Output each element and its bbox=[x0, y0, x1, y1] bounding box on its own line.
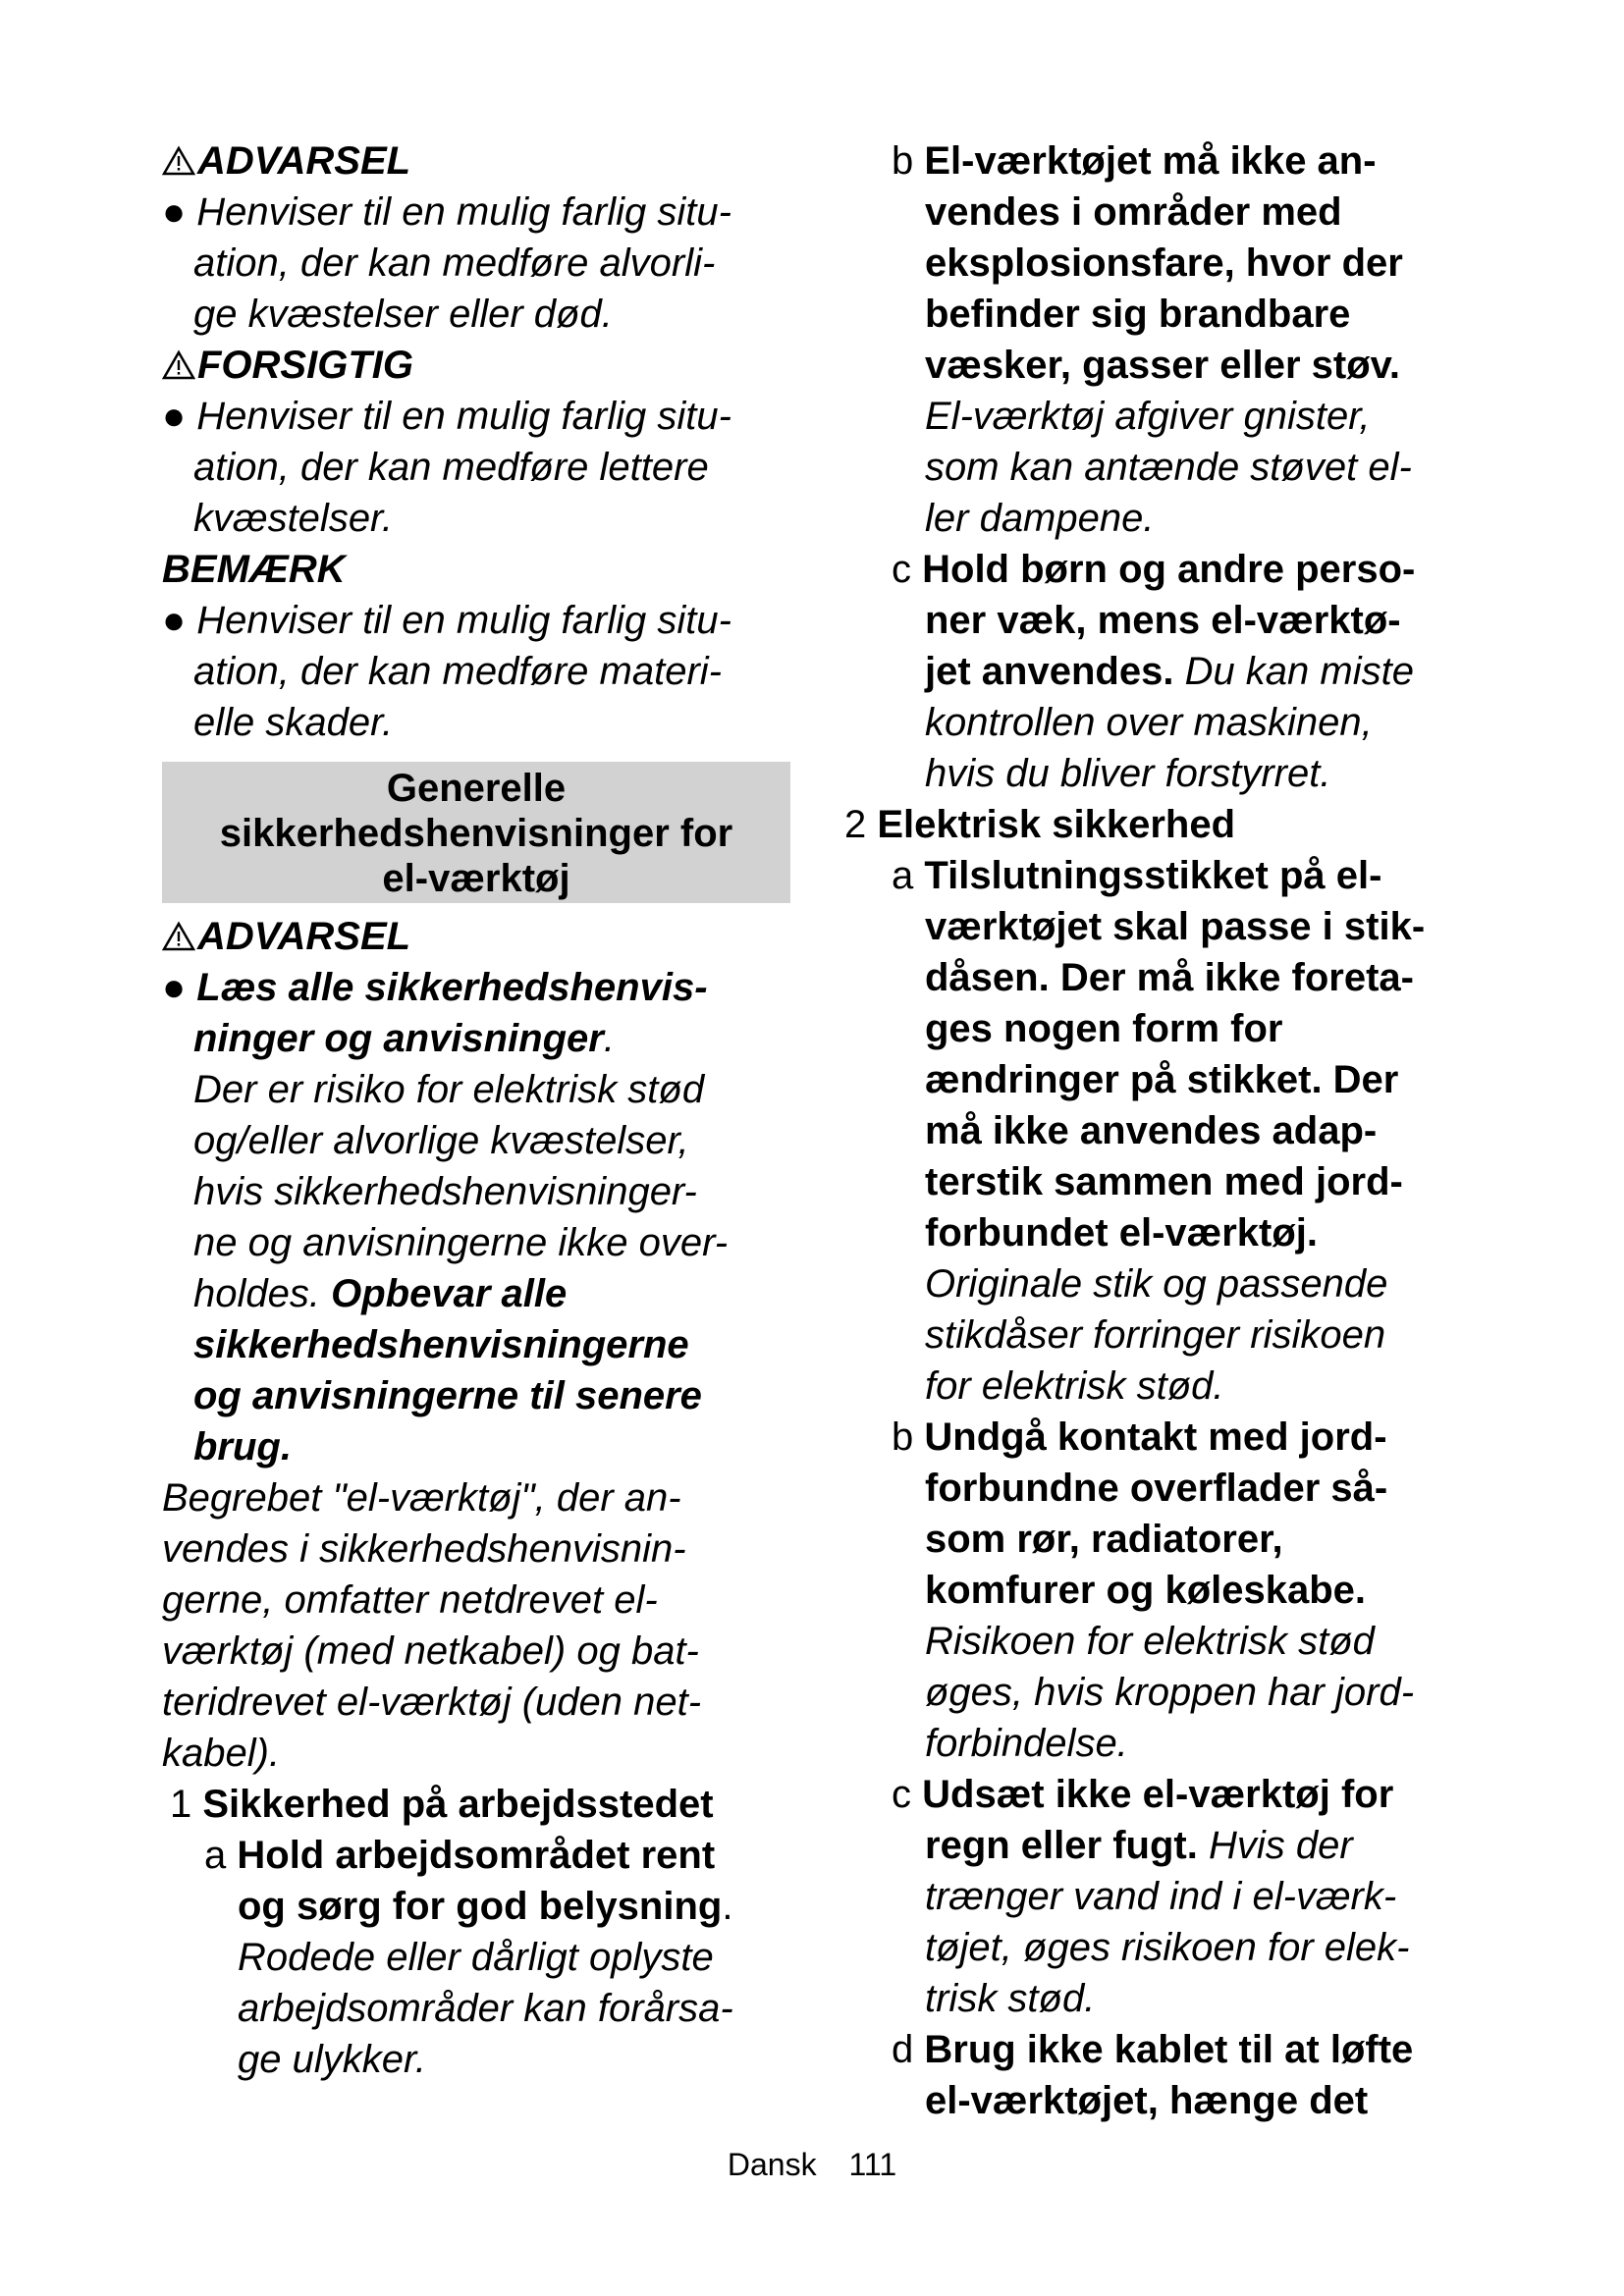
text-line: stikdåser forringer risikoen bbox=[925, 1313, 1386, 1357]
text-fragment: ninger og anvisninger bbox=[193, 1017, 604, 1060]
page-number: 111 bbox=[848, 2147, 897, 2182]
text-fragment: holdes. bbox=[193, 1272, 332, 1315]
numbered-section bbox=[162, 1779, 790, 2085]
text-line: som rør, radiatorer, bbox=[925, 1518, 1283, 1561]
text-line: befinder sig brandbare bbox=[925, 293, 1351, 336]
item-letter: a bbox=[892, 854, 914, 897]
text-line: ge ulykker. bbox=[238, 2038, 426, 2081]
text-fragment: Brug ikke kablet til at løfte bbox=[924, 2028, 1414, 2071]
section-header-line: Generelle bbox=[386, 767, 567, 810]
text-line: øges, hvis kroppen har jord- bbox=[925, 1671, 1415, 1714]
list-item bbox=[844, 135, 1492, 544]
list-item bbox=[844, 1412, 1492, 1769]
warning-heading bbox=[162, 135, 790, 187]
right-column bbox=[844, 135, 1492, 2126]
list-item bbox=[844, 850, 1492, 1412]
text-line: værktøjet skal passe i stik- bbox=[925, 905, 1426, 948]
text-line: kabel). bbox=[162, 1732, 281, 1775]
caution-label: FORSIGTIG bbox=[197, 344, 413, 387]
section-number: 1 bbox=[170, 1783, 192, 1826]
caution-text bbox=[162, 391, 790, 544]
text-fragment: . bbox=[603, 1017, 615, 1060]
warning-triangle-icon bbox=[162, 921, 195, 952]
text-line: værktøj (med netkabel) og bat- bbox=[162, 1629, 699, 1673]
list-item bbox=[844, 1769, 1492, 2024]
warning-triangle-icon bbox=[162, 145, 195, 177]
text-line: ændringer på stikket. Der bbox=[925, 1058, 1399, 1101]
section-header bbox=[162, 762, 790, 903]
text-fragment: Undgå kontakt med jord- bbox=[924, 1415, 1387, 1459]
text-fragment: regn eller fugt. bbox=[925, 1824, 1209, 1867]
item-letter: c bbox=[892, 548, 911, 591]
warning-text bbox=[162, 187, 790, 340]
text-line: ● Henviser til en mulig farlig situ- bbox=[162, 190, 731, 234]
item-letter: b bbox=[892, 139, 914, 183]
item-letter: a bbox=[204, 1834, 227, 1877]
text-line: ation, der kan medføre alvorli- bbox=[193, 241, 716, 285]
text-fragment: Hold arbejdsområdet rent bbox=[237, 1834, 716, 1877]
warning-heading bbox=[162, 911, 790, 962]
text-line: og anvisningerne til senere bbox=[193, 1374, 702, 1417]
text-line: forbundne overflader så- bbox=[925, 1467, 1388, 1510]
text-fragment: og sørg for god belysning bbox=[238, 1885, 723, 1928]
text-line: ges nogen form for bbox=[925, 1007, 1283, 1050]
text-line: hvis du bliver forstyrret. bbox=[925, 752, 1331, 795]
text-line: Originale stik og passende bbox=[925, 1262, 1388, 1306]
section-number: 2 bbox=[844, 803, 867, 846]
text-fragment: Tilslutningsstikket på el- bbox=[924, 854, 1382, 897]
text-line: kvæstelser. bbox=[193, 497, 394, 540]
text-line: må ikke anvendes adap- bbox=[925, 1109, 1378, 1152]
text-line: el-værktøjet, hænge det bbox=[925, 2079, 1369, 2122]
text-fragment: Opbevar alle bbox=[331, 1272, 568, 1315]
warning-label: ADVARSEL bbox=[197, 915, 411, 958]
text-line: arbejdsområder kan forårsa- bbox=[238, 1987, 733, 2030]
section-header-line: el-værktøj bbox=[382, 857, 570, 900]
list-item bbox=[844, 544, 1492, 799]
text-line: forbundet el-værktøj. bbox=[925, 1211, 1319, 1255]
text-line: sikkerhedshenvisningerne bbox=[193, 1323, 689, 1366]
text-line: ation, der kan medføre lettere bbox=[193, 446, 709, 489]
text-line: tøjet, øges risikoen for elek- bbox=[925, 1926, 1410, 1969]
notice-text bbox=[162, 595, 790, 748]
item-letter: b bbox=[892, 1415, 914, 1459]
text-line: forbindelse. bbox=[925, 1722, 1128, 1765]
warning-triangle-icon bbox=[162, 349, 195, 381]
definition-text bbox=[162, 1472, 790, 1779]
page-footer bbox=[0, 2145, 1624, 2184]
text-line: eksplosionsfare, hvor der bbox=[925, 241, 1403, 285]
text-line: teridrevet el-værktøj (uden net- bbox=[162, 1681, 702, 1724]
footer-language: Dansk bbox=[727, 2147, 817, 2182]
text-line: komfurer og køleskabe. bbox=[925, 1569, 1367, 1612]
text-line: væsker, gasser eller støv. bbox=[925, 344, 1401, 387]
text-line: ation, der kan medføre materi- bbox=[193, 650, 722, 693]
text-line: elle skader. bbox=[193, 701, 394, 744]
text-line: vendes i sikkerhedshenvisnin- bbox=[162, 1527, 686, 1571]
text-fragment: Du kan miste bbox=[1184, 650, 1414, 693]
text-line: trænger vand ind i el-værk- bbox=[925, 1875, 1397, 1918]
caution-heading bbox=[162, 340, 790, 391]
text-line: ne og anvisningerne ikke over- bbox=[193, 1221, 729, 1264]
text-line: vendes i områder med bbox=[925, 190, 1342, 234]
text-line: og/eller alvorlige kvæstelser, bbox=[193, 1119, 689, 1162]
notice-heading: BEMÆRK bbox=[162, 548, 346, 591]
text-line: Rodede eller dårligt oplyste bbox=[238, 1936, 714, 1979]
section-title: Elektrisk sikkerhed bbox=[877, 803, 1236, 846]
warning-instructions bbox=[162, 962, 790, 1472]
text-line: dåsen. Der må ikke foreta- bbox=[925, 956, 1414, 999]
text-line: El-værktøj afgiver gnister, bbox=[925, 395, 1371, 438]
text-line: gerne, omfatter netdrevet el- bbox=[162, 1578, 658, 1622]
text-line: ● Læs alle sikkerhedshenvis- bbox=[162, 966, 708, 1009]
left-column bbox=[162, 135, 790, 2085]
text-line: trisk stød. bbox=[925, 1977, 1096, 2020]
text-fragment: . bbox=[722, 1885, 733, 1928]
numbered-section bbox=[844, 799, 1492, 850]
text-line: ● Henviser til en mulig farlig situ- bbox=[162, 599, 731, 642]
text-fragment: Hvis der bbox=[1208, 1824, 1353, 1867]
text-line: som kan antænde støvet el- bbox=[925, 446, 1412, 489]
text-fragment: Hold børn og andre perso- bbox=[922, 548, 1416, 591]
text-line: ● Henviser til en mulig farlig situ- bbox=[162, 395, 731, 438]
section-header-line: sikkerhedshenvisninger for bbox=[219, 812, 733, 855]
section-title: Sikkerhed på arbejdsstedet bbox=[202, 1783, 714, 1826]
item-letter: d bbox=[892, 2028, 914, 2071]
text-fragment: El-værktøjet må ikke an- bbox=[924, 139, 1377, 183]
text-line: kontrollen over maskinen, bbox=[925, 701, 1373, 744]
text-line: brug. bbox=[193, 1425, 292, 1468]
text-line: hvis sikkerhedshenvisninger- bbox=[193, 1170, 697, 1213]
text-line: Risikoen for elektrisk stød bbox=[925, 1620, 1375, 1663]
warning-label: ADVARSEL bbox=[197, 139, 411, 183]
text-fragment: jet anvendes. bbox=[925, 650, 1185, 693]
text-line: Der er risiko for elektrisk stød bbox=[193, 1068, 705, 1111]
text-line: for elektrisk stød. bbox=[925, 1364, 1224, 1408]
item-letter: c bbox=[892, 1773, 911, 1816]
text-line: ge kvæstelser eller død. bbox=[193, 293, 613, 336]
list-item bbox=[844, 2024, 1492, 2126]
text-fragment: Udsæt ikke el-værktøj for bbox=[922, 1773, 1394, 1816]
text-line: Begrebet "el-værktøj", der an- bbox=[162, 1476, 681, 1520]
text-line: terstik sammen med jord- bbox=[925, 1160, 1403, 1203]
text-line: ner væk, mens el-værktø- bbox=[925, 599, 1401, 642]
text-line: ler dampene. bbox=[925, 497, 1155, 540]
